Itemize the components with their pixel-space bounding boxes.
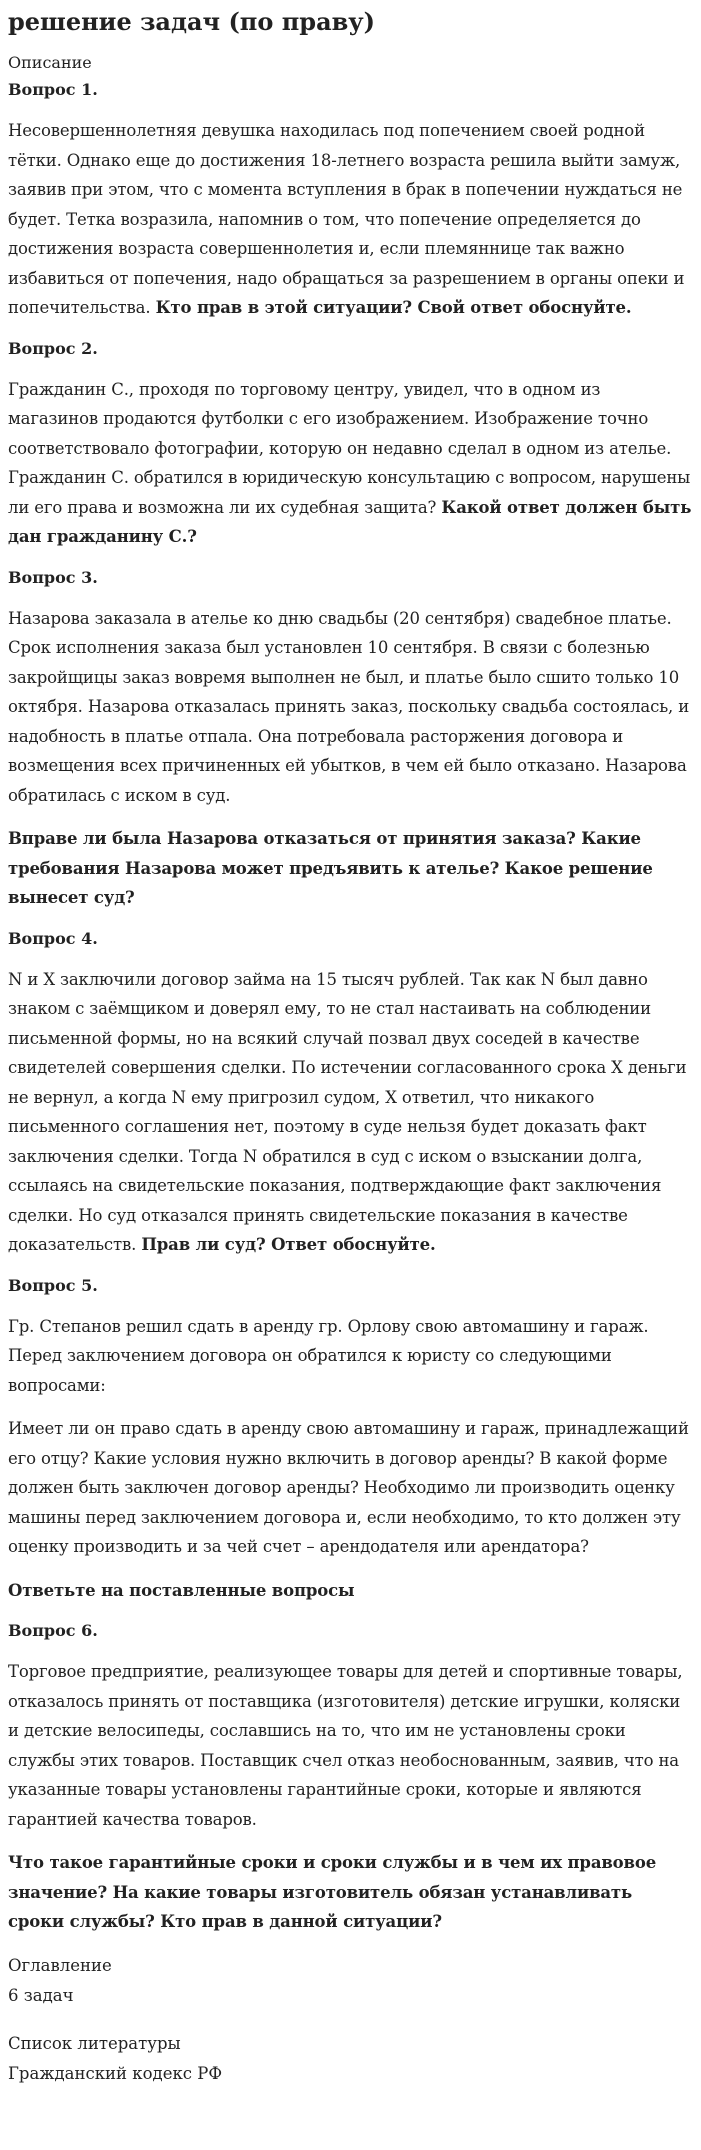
question-section [8,337,693,552]
paragraph-text: Гр. Степанов решил сдать в аренду гр. Орлову свою автомашину и гараж. Перед заключением договора он обратился к юристу со следующими вопросами: [8,1316,649,1395]
question-paragraph [8,604,693,811]
question-paragraph [8,1657,693,1834]
question-paragraph [8,116,693,323]
question-section [8,78,693,323]
question-paragraph [8,1312,693,1401]
question-paragraph [8,1414,693,1562]
references-block [8,2029,693,2089]
page-title: решение задач (по праву) [8,7,376,36]
toc-value: 6 задач [8,1985,74,2005]
question-paragraph [8,1848,693,1937]
paragraph-question-bold: Ответьте на поставленные вопросы [8,1580,355,1600]
paragraph-text: Имеет ли он право сдать в аренду свою автомашину и гараж, принадлежащий его отцу? Какие условия нужно включить в договор аренды? В какой форме должен быть заключен договор аренды? Необходимо ли производить оценку машины перед заключением договора и, если необходимо, то кто должен эту оценку производить и за чей счет – арендодателя или арендатора? [8,1419,689,1556]
paragraph-question-bold: Что такое гарантийные сроки и сроки службы и в чем их правовое значение? На какие товары изготовитель обязан устанавливать сроки службы? Кто прав в данной ситуации? [8,1853,657,1931]
paragraph-text: Назарова заказала в ателье ко дню свадьбы (20 сентября) свадебное платье. Срок исполнения заказа был установлен 10 сентября. В связи с болезнью закройщицы заказ вовремя выполнен не был, и платье было сшито только 10 октября. Назарова отказалась принять заказ, поскольку свадьба состоялась, и надобность в платье отпала. Она потребовала расторжения договора и возмещения всех причиненных ей убытков, в чем ей было отказано. Назарова обратилась с иском в суд. [8,608,690,805]
question-paragraph [8,1576,693,1606]
paragraph-question-bold: Какой ответ должен быть дан гражданину С.? [8,497,692,546]
question-title: Вопрос 3. [8,567,98,587]
paragraph-question-bold: Прав ли суд? Ответ обоснуйте. [141,1235,436,1254]
question-paragraph [8,824,693,913]
question-title: Вопрос 2. [8,338,98,358]
paragraph-question-bold: Вправе ли была Назарова отказаться от принятия заказа? Какие требования Назарова может предъявить к ателье? Какое решение вынесет суд? [8,829,653,907]
paragraph-text: Торговое предприятие, реализующее товары для детей и спортивные товары, отказалось принять от поставщика (изготовителя) детские игрушки, коляски и детские велосипеды, сославшись на то, что им не установлены сроки службы этих товаров. Поставщик счел отказ необоснованным, заявив, что на указанные товары установлены гарантийные сроки, которые и являются гарантией качества товаров. [8,1662,683,1829]
question-section [8,927,693,1260]
paragraph-text: N и X заключили договор займа на 15 тысяч рублей. Так как N был давно знаком с заёмщиком и доверял ему, то не стал настаивать на соблюдении письменной формы, но на всякий случай позвал двух соседей в качестве свидетелей совершения сделки. По истечении согласованного срока X деньги не вернул, а когда N ему пригрозил судом, X ответил, что никакого письменного соглашения нет, поэтому в суде нельзя будет доказать факт заключения сделки. Тогда N обратился в суд с иском о взыскании долга, ссылаясь на свидетельские показания, подтверждающие факт заключения сделки. Но суд отказался принять свидетельские показания в качестве доказательств. [8,969,687,1254]
question-title: Вопрос 1. [8,80,98,99]
question-section [8,1274,693,1606]
paragraph-question-bold: Кто прав в этой ситуации? Свой ответ обоснуйте. [155,298,632,317]
question-title: Вопрос 6. [8,1621,98,1640]
question-title: Вопрос 4. [8,928,98,948]
question-title: Вопрос 5. [8,1275,98,1295]
description-label: Описание [8,53,92,72]
question-paragraph [8,965,693,1260]
references-label: Список литературы [8,2033,181,2053]
question-section [8,566,693,913]
question-paragraph [8,375,693,552]
references-value: Гражданский кодекс РФ [8,2063,223,2083]
toc-label: Оглавление [8,1955,112,1975]
toc-block [8,1951,693,2011]
question-section [8,1619,693,1937]
paragraph-text: Гражданин С., проходя по торговому центру, увидел, что в одном из магазинов продаются футболки с его изображением. Изображение точно соответствовало фотографии, которую он недавно сделал в одном из ателье. Гражданин С. обратился в юридическую консультацию с вопросом, нарушены ли его права и возможна ли их судебная защита? [8,379,691,517]
document-page [0,6,701,2089]
paragraph-text: Несовершеннолетняя девушка находилась под попечением своей родной тётки. Однако еще до достижения 18-летнего возраста решила выйти замуж, заявив при этом, что с момента вступления в брак в попечении нуждаться не будет. Тетка возразила, напомнив о том, что попечение определяется до достижения возраста совершеннолетия и, если племяннице так важно избавиться от попечения, надо обращаться за разрешением в органы опеки и попечительства. [8,121,685,317]
questions-list [8,78,693,1937]
